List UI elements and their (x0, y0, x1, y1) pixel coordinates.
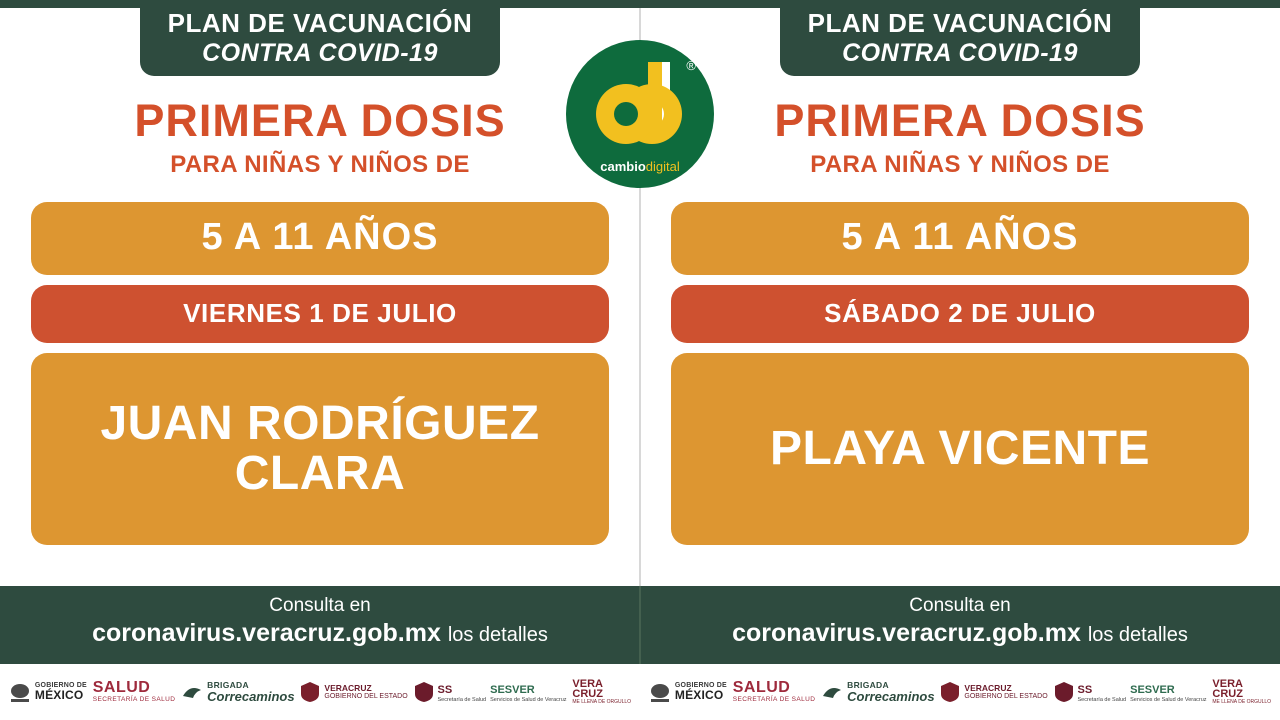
footer-divider (639, 586, 641, 664)
veracruz-orgullo-line3: ME LLENA DE ORGULLO (1212, 698, 1272, 705)
gobierno-line2: MÉXICO (674, 688, 724, 703)
brigada-line1: BRIGADA (847, 679, 889, 690)
veracruz-orgullo-line1: VERA (1212, 677, 1243, 690)
veracruz-orgullo-line2: CRUZ (1212, 688, 1243, 701)
salud-line2: SECRETARÍA DE SALUD (92, 695, 176, 703)
gobierno-line1: GOBIERNO DE (674, 682, 727, 690)
logo-sesver (1054, 681, 1207, 704)
veracruz-orgullo-line1: VERA (572, 677, 603, 690)
veracruz-orgullo-text (1212, 679, 1271, 705)
sesver-label: Secretaría de Salud (1077, 696, 1127, 703)
sesver-seal-icon (1054, 681, 1074, 703)
logo-brigada-correcaminos (181, 680, 294, 704)
sesver-word: SESVER (490, 683, 535, 696)
logo-gobierno-de-mexico (649, 680, 727, 704)
logo-caption-bold: cambio (600, 159, 646, 174)
sesver-ss: SS (1077, 683, 1093, 696)
logo-veracruz-gobierno (300, 681, 407, 703)
panel-left (0, 8, 640, 586)
footer-detalles-left: los detalles (447, 624, 548, 646)
footer-consulta-right: Consulta en (909, 595, 1011, 616)
sesver-ss: SS (437, 683, 453, 696)
brigada-line2: Correcaminos (207, 688, 295, 704)
plan-ribbon-right (780, 8, 1140, 76)
dose-subtitle-left: PARA NIÑAS Y NIÑOS DE (170, 151, 470, 179)
brigada-text (207, 681, 294, 704)
sesver-sub: Servicios de Salud de Veracruz (490, 696, 567, 703)
veracruz-gob-text (964, 684, 1047, 700)
sesver-text (1078, 681, 1127, 704)
salud-line2: SECRETARÍA DE SALUD (732, 695, 816, 703)
logo-veracruz-gobierno (940, 681, 1047, 703)
logo-gobierno-de-mexico (9, 680, 87, 704)
salud-line1: SALUD (92, 679, 151, 697)
veracruz-orgullo-line3: ME LLENA DE ORGULLO (572, 698, 632, 705)
logo-caption (566, 159, 714, 174)
sesver-word: SESVER (1130, 683, 1175, 696)
veracruz-gob-line1: VERACRUZ (964, 682, 1012, 693)
logo-caption-light: digital (645, 159, 680, 174)
sesver-name (1130, 681, 1206, 704)
roadrunner-icon (821, 680, 843, 704)
logo-veracruz-orgullo (572, 679, 631, 705)
sesver-name (490, 681, 566, 704)
cambio-digital-logo (566, 40, 714, 188)
veracruz-seal-icon (940, 681, 960, 703)
content-area (0, 8, 1280, 586)
veracruz-seal-icon (300, 681, 320, 703)
date-pill-right: SÁBADO 2 DE JULIO (671, 285, 1249, 343)
date-pill-left: VIERNES 1 DE JULIO (31, 285, 609, 343)
salud-text (733, 680, 816, 704)
sesver-text (438, 681, 487, 704)
dose-title-left: PRIMERA DOSIS (134, 95, 506, 147)
footer-right (640, 586, 1280, 664)
ribbon-line1: PLAN DE VACUNACIÓN (167, 8, 473, 38)
logos-left (0, 664, 640, 720)
logo-salud (733, 680, 816, 704)
dose-subtitle-right: PARA NIÑAS Y NIÑOS DE (810, 151, 1110, 179)
logo-veracruz-orgullo (1212, 679, 1271, 705)
veracruz-gob-line2: GOBIERNO DEL ESTADO (324, 692, 408, 700)
logo-brigada-correcaminos (821, 680, 934, 704)
dose-title-right: PRIMERA DOSIS (774, 95, 1146, 147)
ribbon-line2: CONTRA COVID-19 (202, 38, 438, 67)
footer-url-left[interactable] (0, 619, 640, 648)
top-accent-bar (0, 0, 1280, 8)
brigada-line1: BRIGADA (207, 679, 249, 690)
footer-consulta-left: Consulta en (269, 595, 371, 616)
logo-salud (93, 680, 176, 704)
eagle-icon (9, 680, 31, 704)
veracruz-orgullo-text (572, 679, 631, 705)
institution-logos-strip (0, 664, 1280, 720)
sesver-label: Secretaría de Salud (437, 696, 487, 703)
footer-bar (0, 586, 1280, 664)
salud-line1: SALUD (732, 679, 791, 697)
brigada-line2: Correcaminos (847, 688, 935, 704)
footer-url-text: coronavirus.veracruz.gob.mx (732, 619, 1081, 647)
salud-text (93, 680, 176, 704)
plan-ribbon-left (140, 8, 500, 76)
brigada-text (847, 681, 934, 704)
ribbon-line1: PLAN DE VACUNACIÓN (807, 8, 1113, 38)
gobierno-text (675, 682, 727, 702)
place-pill-right: PLAYA VICENTE (671, 353, 1249, 545)
footer-url-text: coronavirus.veracruz.gob.mx (92, 619, 441, 647)
logos-right (640, 664, 1280, 720)
gobierno-line2: MÉXICO (34, 688, 84, 703)
roadrunner-icon (181, 680, 203, 704)
footer-detalles-right: los detalles (1087, 624, 1188, 646)
veracruz-orgullo-line2: CRUZ (572, 688, 603, 701)
gobierno-line1: GOBIERNO DE (34, 682, 87, 690)
eagle-icon (649, 680, 671, 704)
registered-icon: ® (686, 58, 696, 73)
place-pill-left: JUAN RODRÍGUEZ CLARA (31, 353, 609, 545)
veracruz-gob-text (324, 684, 407, 700)
sesver-sub: Servicios de Salud de Veracruz (1130, 696, 1207, 703)
footer-left (0, 586, 640, 664)
sesver-seal-icon (414, 681, 434, 703)
veracruz-gob-line2: GOBIERNO DEL ESTADO (964, 692, 1048, 700)
footer-url-right[interactable] (640, 619, 1280, 648)
gobierno-text (35, 682, 87, 702)
panel-right (640, 8, 1280, 586)
logo-sesver (414, 681, 567, 704)
veracruz-gob-line1: VERACRUZ (324, 682, 372, 693)
ribbon-line2: CONTRA COVID-19 (842, 38, 1078, 67)
age-pill-right: 5 A 11 AÑOS (671, 202, 1249, 275)
age-pill-left: 5 A 11 AÑOS (31, 202, 609, 275)
